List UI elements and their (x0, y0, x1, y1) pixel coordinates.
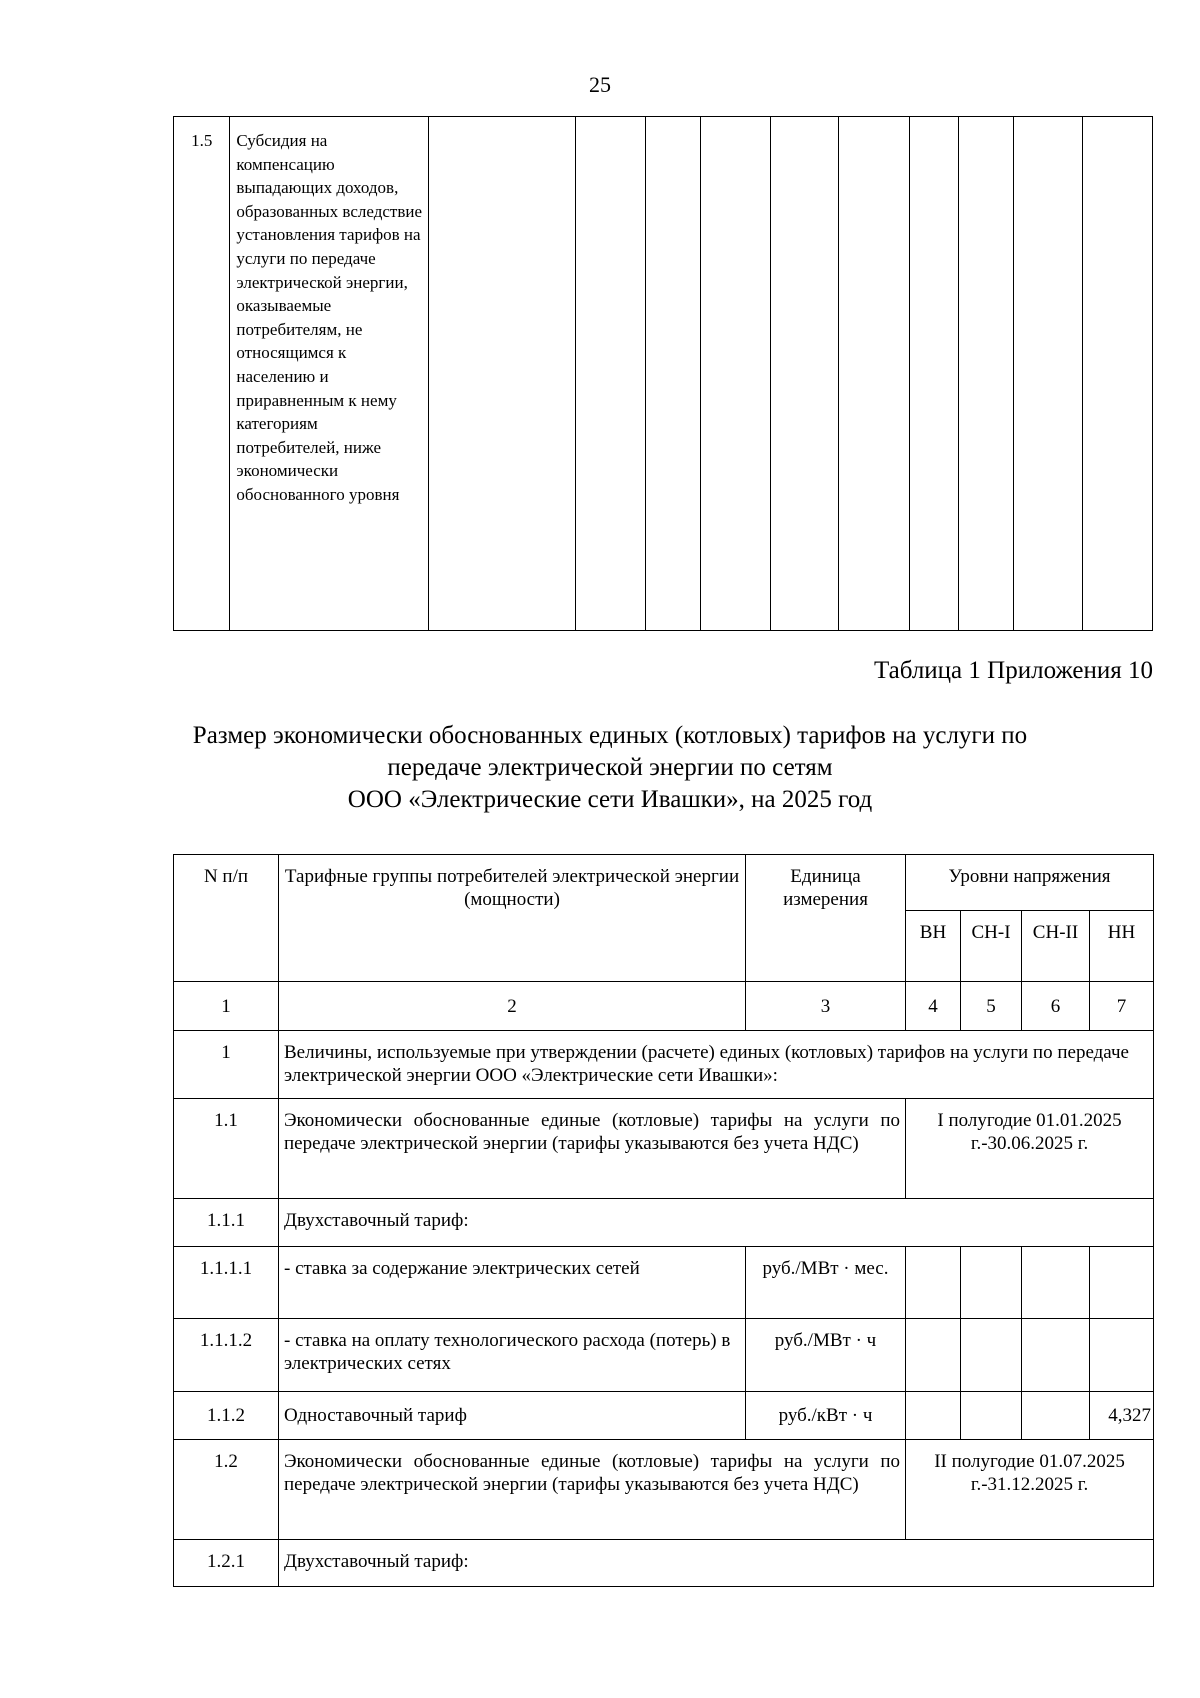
empty-cell (961, 1392, 1022, 1440)
unit-cell: руб./МВт · ч (746, 1319, 906, 1392)
header-nn: НН (1090, 911, 1154, 982)
period-cell: II полугодие 01.07.2025 г.-31.12.2025 г. (906, 1440, 1154, 1540)
empty-cell (700, 117, 770, 631)
table-caption: Таблица 1 Приложения 10 (873, 657, 1153, 684)
row-text: Величины, используемые при утверждении (расчете) единых (котловых) тарифов на услуги по передаче электрической энергии ООО «Электрические сети Ивашки»: (279, 1031, 1154, 1099)
empty-cell (1022, 1392, 1090, 1440)
header-groups: Тарифные группы потребителей электрической энергии (мощности) (279, 855, 746, 982)
empty-cell (770, 117, 838, 631)
empty-cell (429, 117, 576, 631)
row-number: 1 (174, 1031, 279, 1099)
empty-cell (576, 117, 646, 631)
tariff-table (173, 854, 1154, 1587)
row-number: 1.2.1 (174, 1540, 279, 1587)
row-number: 1.1 (174, 1099, 279, 1199)
table-row (174, 117, 1153, 631)
empty-cell (910, 117, 959, 631)
row-text: Экономически обоснованные единые (котловые) тарифы на услуги по передаче электрической энергии (тарифы указываются без учета НДС) (279, 1099, 906, 1199)
table-row (174, 1540, 1154, 1587)
column-number: 1 (174, 982, 279, 1031)
empty-cell (1013, 117, 1082, 631)
header-sn2: СН-II (1022, 911, 1090, 982)
table-row (174, 1319, 1154, 1392)
empty-cell (1082, 117, 1152, 631)
empty-cell (959, 117, 1013, 631)
empty-cell (839, 117, 910, 631)
table-row (174, 1031, 1154, 1099)
empty-cell (961, 1319, 1022, 1392)
row-number: 1.5 (174, 117, 230, 631)
column-number: 5 (961, 982, 1022, 1031)
row-text: Субсидия на компенсацию выпадающих доходов, образованных вследствие установления тарифов на услуги по передаче электрической энергии, оказываемые потребителям, не относящимся к населению и приравненным к нему категориям потребителей, ниже экономически обоснованного уровня (230, 117, 429, 631)
column-number: 6 (1022, 982, 1090, 1031)
column-number-row (174, 982, 1154, 1031)
header-num: N п/п (174, 855, 279, 982)
table-row (174, 1392, 1154, 1440)
header-sn1: СН-I (961, 911, 1022, 982)
empty-cell (1022, 1319, 1090, 1392)
empty-cell (1022, 1247, 1090, 1319)
empty-cell (906, 1319, 961, 1392)
empty-cell (1090, 1319, 1154, 1392)
row-number: 1.1.1 (174, 1199, 279, 1247)
unit-cell: руб./МВт · мес. (746, 1247, 906, 1319)
row-text: - ставка за содержание электрических сетей (279, 1247, 746, 1319)
row-text: Экономически обоснованные единые (котловые) тарифы на услуги по передаче электрической энергии (тарифы указываются без учета НДС) (279, 1440, 906, 1540)
column-number: 7 (1090, 982, 1154, 1031)
nn-value: 4,327 (1090, 1392, 1154, 1440)
empty-cell (646, 117, 700, 631)
empty-cell (906, 1247, 961, 1319)
header-unit: Единица измерения (746, 855, 906, 982)
table-row (174, 1199, 1154, 1247)
header-voltage-levels: Уровни напряжения (906, 855, 1154, 911)
row-number: 1.1.2 (174, 1392, 279, 1440)
column-number: 4 (906, 982, 961, 1031)
column-number: 2 (279, 982, 746, 1031)
row-number: 1.2 (174, 1440, 279, 1540)
table-row (174, 1099, 1154, 1199)
period-cell: I полугодие 01.01.2025 г.-30.06.2025 г. (906, 1099, 1154, 1199)
document-title (150, 720, 1070, 816)
title-line: передаче электрической энергии по сетям (387, 754, 833, 781)
row-text: Двухставочный тариф: (279, 1540, 1154, 1587)
column-number: 3 (746, 982, 906, 1031)
table-row (174, 1440, 1154, 1540)
row-number: 1.1.1.1 (174, 1247, 279, 1319)
header-row (174, 855, 1154, 911)
header-vn: ВН (906, 911, 961, 982)
empty-cell (906, 1392, 961, 1440)
table-row (174, 1247, 1154, 1319)
title-line: Размер экономически обоснованных единых (котловых) тарифов на услуги по (192, 722, 1028, 749)
row-text: - ставка на оплату технологического расхода (потерь) в электрических сетях (279, 1319, 746, 1392)
unit-cell: руб./кВт · ч (746, 1392, 906, 1440)
row-number: 1.1.1.2 (174, 1319, 279, 1392)
page-number: 25 (589, 72, 611, 97)
empty-cell (961, 1247, 1022, 1319)
row-text: Двухставочный тариф: (279, 1199, 1154, 1247)
continuation-table (173, 116, 1153, 631)
title-line: ООО «Электрические сети Ивашки», на 2025 год (347, 786, 873, 813)
empty-cell (1090, 1247, 1154, 1319)
row-text: Одноставочный тариф (279, 1392, 746, 1440)
